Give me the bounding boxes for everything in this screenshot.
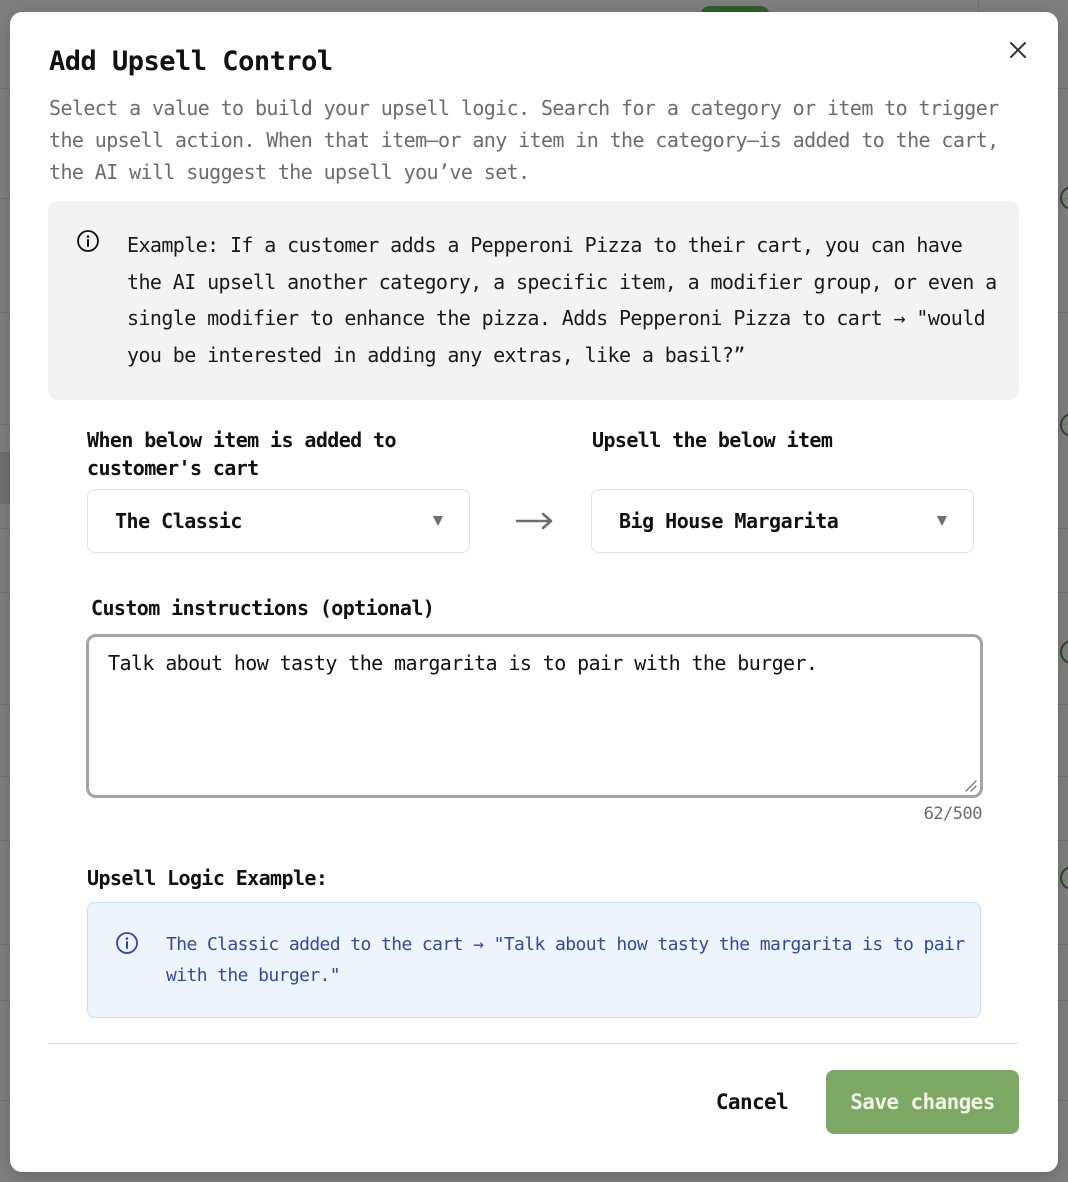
arrow-right-icon bbox=[515, 511, 555, 531]
upsell-logic-example-text: The Classic added to the cart → "Talk about how tasty the margarita is to pair with the burger." bbox=[166, 934, 965, 986]
custom-instructions-input[interactable] bbox=[86, 634, 983, 798]
add-upsell-control-dialog bbox=[10, 12, 1058, 1172]
upsell-logic-example-label: Upsell Logic Example: bbox=[87, 866, 328, 890]
caret-down-icon bbox=[433, 516, 443, 526]
footer-divider bbox=[48, 1043, 1019, 1044]
example-text: Example: If a customer adds a Pepperoni Pizza to their cart, you can have the AI upsell another category, a specific item, a modifier group, or even a single modifier to enhance the pizza. Adds Pepperoni Pizza to cart → "would you be interested in adding any extras, like a basil?” bbox=[127, 233, 997, 367]
upsell-item-label: Upsell the below item bbox=[592, 428, 833, 452]
background-status-icon bbox=[1060, 186, 1068, 210]
example-callout bbox=[48, 201, 1019, 400]
background-row-highlight bbox=[0, 452, 10, 504]
upsell-logic-example-callout bbox=[87, 902, 981, 1018]
trigger-item-select[interactable] bbox=[87, 489, 470, 553]
trigger-item-value: The Classic bbox=[115, 509, 242, 533]
background-status-icon bbox=[1060, 640, 1068, 664]
dialog-description: Select a value to build your upsell logic. Search for a category or item to trigger the upsell action. When that item—or any item in the category—is added to the cart, the AI will suggest the upsell you’ve set. bbox=[49, 96, 999, 184]
trigger-item-label: When below item is added to customer's cart bbox=[87, 428, 396, 480]
custom-instructions-label: Custom instructions (optional) bbox=[91, 596, 435, 620]
caret-down-icon bbox=[937, 516, 947, 526]
info-icon bbox=[76, 229, 100, 253]
upsell-item-select[interactable] bbox=[591, 489, 974, 553]
background-status-icon bbox=[1060, 413, 1068, 437]
background-status-icon bbox=[1060, 866, 1068, 890]
upsell-item-value: Big House Margarita bbox=[619, 509, 839, 533]
cancel-button[interactable]: Cancel bbox=[702, 1070, 802, 1134]
dialog-title: Add Upsell Control bbox=[49, 46, 333, 77]
save-changes-button[interactable]: Save changes bbox=[826, 1070, 1019, 1134]
character-count: 62/500 bbox=[923, 804, 982, 824]
close-button[interactable] bbox=[1006, 38, 1030, 62]
close-icon bbox=[1009, 41, 1027, 59]
resize-handle-icon[interactable] bbox=[962, 777, 978, 793]
info-icon bbox=[115, 931, 139, 955]
